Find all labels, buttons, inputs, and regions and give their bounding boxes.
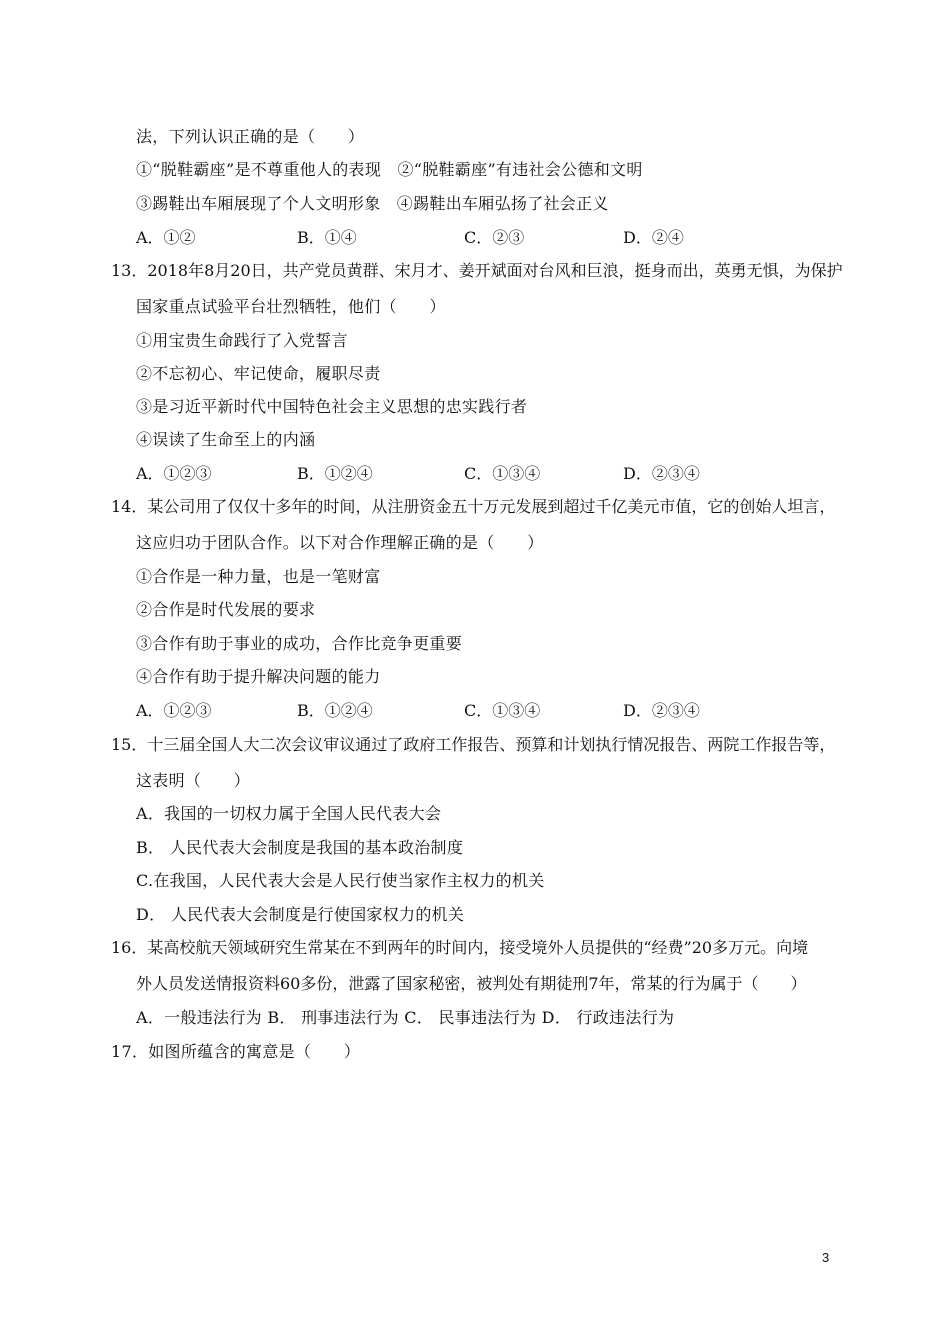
q12-option-b: B．①④ [297, 228, 357, 247]
q14-option-a: A．①②③ [136, 701, 212, 720]
q14-item-2: ②合作是时代发展的要求 [136, 600, 316, 619]
q14-option-d: D．②③④ [623, 701, 700, 720]
page-number: 3 [822, 1250, 830, 1265]
q13-stem-line-2: 国家重点试验平台壮烈牺牲，他们（ ） [136, 297, 446, 316]
q12-stem: 法，下列认识正确的是（ ） [136, 127, 365, 146]
q14-option-c: C．①③④ [464, 701, 541, 720]
q15-option-b: B． 人民代表大会制度是我国的基本政治制度 [136, 838, 464, 857]
q15-option-a: A．我国的一切权力属于全国人民代表大会 [136, 804, 442, 823]
q13-option-c: C．①③④ [464, 464, 541, 483]
q13-item-4: ④误读了生命至上的内涵 [136, 430, 316, 449]
q15-option-c: C.在我国，人民代表大会是人民行使当家作主权力的机关 [136, 871, 545, 890]
q14-item-4: ④合作有助于提升解决问题的能力 [136, 667, 381, 686]
q14-item-3: ③合作有助于事业的成功，合作比竞争更重要 [136, 634, 463, 653]
q13-stem-line-1: 13．2018年8月20日，共产党员黄群、宋月才、姜开斌面对台风和巨浪，挺身而出，英勇无惧，为保护 [111, 261, 843, 280]
q13-item-3: ③是习近平新时代中国特色社会主义思想的忠实践行者 [136, 397, 528, 416]
q14-item-1: ①合作是一种力量，也是一笔财富 [136, 567, 381, 586]
q13-option-a: A．①②③ [136, 464, 212, 483]
q16-stem-line-1: 16．某高校航天领域研究生常某在不到两年的时间内，接受境外人员提供的“经费”20多万元。向境 [111, 938, 809, 957]
q13-option-d: D．②③④ [623, 464, 700, 483]
q12-item-2: ③踢鞋出车厢展现了个人文明形象 ④踢鞋出车厢弘扬了社会正义 [136, 194, 609, 213]
q15-stem-line-1: 15．十三届全国人大二次会议审议通过了政府工作报告、预算和计划执行情况报告、两院工作报告等， [111, 735, 836, 754]
q17-stem: 17．如图所蕴含的寓意是（ ） [111, 1042, 361, 1061]
q15-option-d: D． 人民代表大会制度是行使国家权力的机关 [136, 905, 465, 924]
q13-option-b: B．①②④ [297, 464, 373, 483]
q14-stem-line-2: 这应归功于团队合作。以下对合作理解正确的是（ ） [136, 533, 544, 552]
q16-stem-line-2: 外人员发送情报资料60多份，泄露了国家秘密，被判处有期徒刑7年，常某的行为属于（ ） [136, 974, 807, 993]
q14-option-b: B．①②④ [297, 701, 373, 720]
q12-item-1: ①“脱鞋霸座”是不尊重他人的表现 ②“脱鞋霸座”有违社会公德和文明 [136, 160, 643, 179]
q12-option-c: C．②③ [464, 228, 525, 247]
q13-item-1: ①用宝贵生命践行了入党誓言 [136, 331, 348, 350]
q15-stem-line-2: 这表明（ ） [136, 771, 251, 790]
q16-options: A．一般违法行为 B． 刑事违法行为 C． 民事违法行为 D． 行政违法行为 [136, 1008, 675, 1027]
q12-option-d: D．②④ [623, 228, 684, 247]
q14-stem-line-1: 14．某公司用了仅仅十多年的时间，从注册资金五十万元发展到超过千亿美元市值，它的创始人坦言， [111, 497, 836, 516]
q12-option-a: A．①② [136, 228, 196, 247]
q13-item-2: ②不忘初心、牢记使命，履职尽责 [136, 364, 381, 383]
